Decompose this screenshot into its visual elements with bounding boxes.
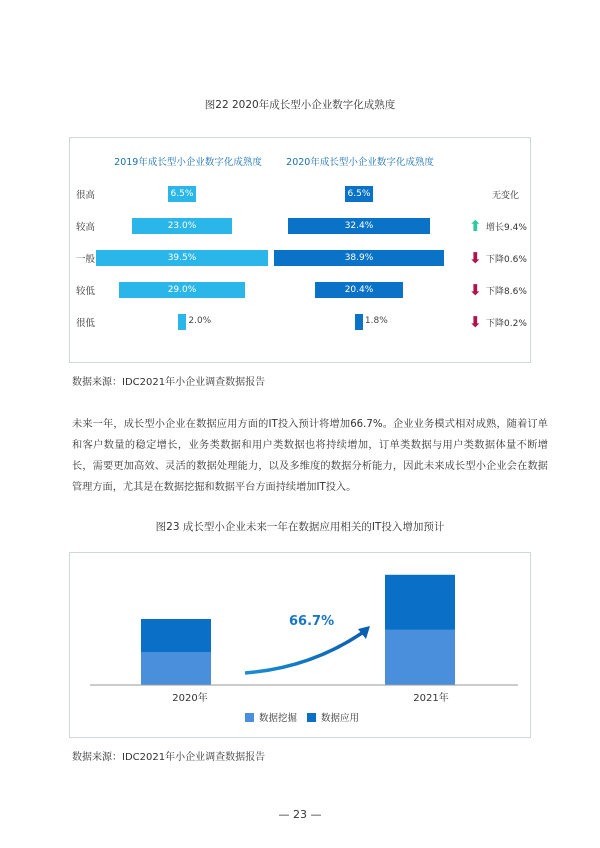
row-label: 较低 (76, 286, 96, 297)
chart-header-2019: 2019年成长型小企业数字化成熟度 (114, 157, 262, 168)
bar-2019: 23.0% (132, 218, 232, 234)
maturity-chart (0, 0, 600, 400)
change-label: 下降8.6% (486, 287, 527, 297)
source-note-1: 数据来源：IDC2021年小企业调查数据报告 (72, 377, 266, 388)
bar-2020-label: 1.8% (364, 316, 388, 326)
bar-segment-mining-2021 (385, 630, 455, 685)
row-label: 很高 (76, 190, 96, 201)
row-label: 很低 (76, 318, 96, 329)
body-paragraph: 未来一年，成长型小企业在数据应用方面的IT投入预计将增加66.7%。企业业务模式相对成熟，随着订单和客户数量的稳定增长，业务类数据和用户类数据也将持续增加，订单类数据与用户类数据体量不断增长，需要更加高效、灵活的数据处理能力，以及多维度的数据分析能力，因此未来成长型小企业会在数据管理方面，尤其是在数据挖掘和数据平台方面持续增加IT投入。 (72, 419, 548, 493)
change-label: 下降0.2% (486, 319, 527, 329)
bar-2020: 32.4% (288, 218, 429, 234)
change-label: 无变化 (492, 191, 520, 201)
figure-22-caption: 图22 2020年成长型小企业数字化成熟度 (204, 99, 396, 111)
row-label: 一般 (76, 254, 96, 265)
bar-segment-application-2020 (141, 619, 211, 652)
growth-annotation: 66.7% (289, 614, 335, 629)
bar-2020: 6.5% (345, 186, 373, 202)
bar-2019: 6.5% (168, 186, 196, 202)
bar-2020: 38.9% (274, 250, 444, 266)
row-label: 较高 (76, 222, 96, 233)
bar-2019 (178, 314, 187, 330)
x-label-2021: 2021年 (413, 693, 449, 704)
figure-23-caption: 图23 成长型小企业未来一年在数据应用相关的IT投入增加预计 (155, 521, 445, 533)
page-number: — 23 — (278, 808, 322, 821)
bar-2019: 39.5% (96, 250, 268, 266)
change-label: 下降0.6% (486, 255, 527, 265)
bar-segment-mining-2020 (141, 652, 211, 685)
change-label: 增长9.4% (486, 223, 527, 233)
arrow-down-icon: ⬇ (469, 313, 482, 331)
arrow-up-icon: ⬆ (469, 217, 482, 235)
legend-swatch-application (307, 713, 316, 722)
bar-2020: 20.4% (315, 282, 404, 298)
bar-segment-application-2021 (385, 575, 455, 630)
x-label-2020: 2020年 (172, 693, 208, 704)
stacked-bars (141, 575, 455, 685)
growth-arrow (245, 633, 362, 673)
arrow-down-icon: ⬇ (469, 281, 482, 299)
figure-23-panel (69, 552, 531, 738)
legend-swatch-mining (245, 713, 254, 722)
arrow-down-icon: ⬇ (469, 249, 482, 267)
chart-legend (245, 710, 359, 724)
bar-2020 (355, 314, 363, 330)
legend-label-application: 数据应用 (321, 713, 360, 724)
chart-header-2020: 2020年成长型小企业数字化成熟度 (286, 157, 434, 168)
legend-label-mining: 数据挖掘 (259, 713, 298, 724)
bar-2019-label: 2.0% (188, 316, 212, 326)
source-note-2: 数据来源：IDC2021年小企业调查数据报告 (72, 752, 266, 763)
bar-2019: 29.0% (119, 282, 245, 298)
